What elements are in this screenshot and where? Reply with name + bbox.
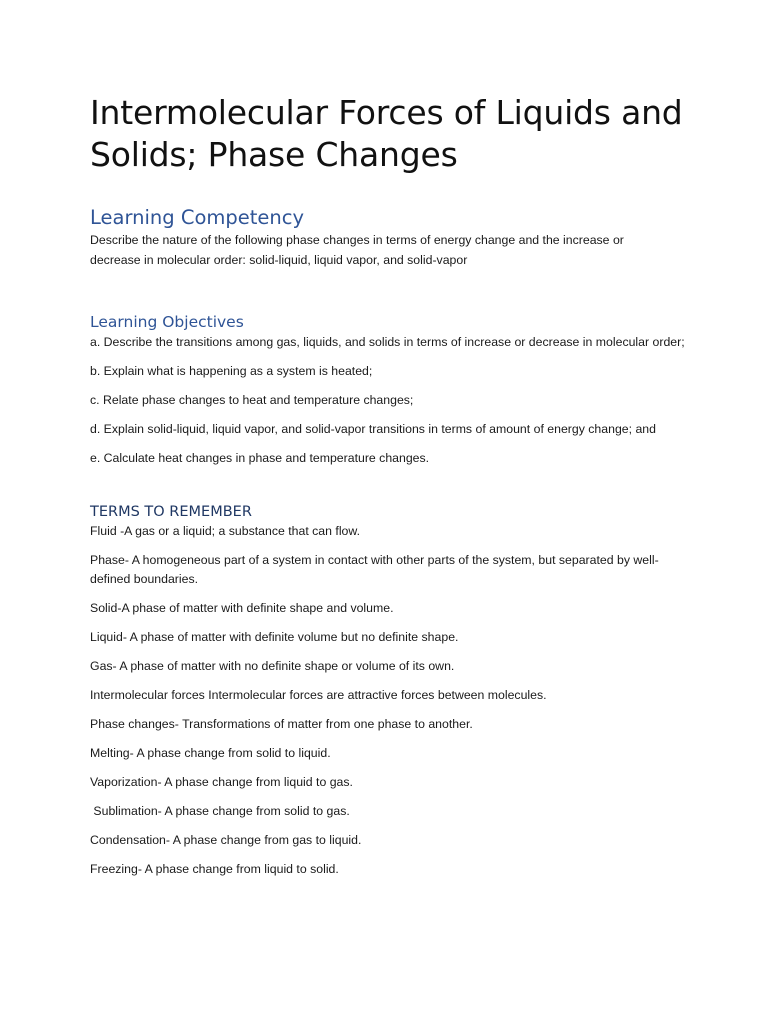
term-item: Liquid- A phase of matter with definite volume but no definite shape. bbox=[90, 630, 459, 644]
term-item: Phase changes- Transformations of matter from one phase to another. bbox=[90, 717, 473, 731]
objective-item: c. Relate phase changes to heat and temperature changes; bbox=[90, 393, 414, 407]
term-item: Gas- A phase of matter with no definite shape or volume of its own. bbox=[90, 659, 455, 673]
term-item: Phase- A homogeneous part of a system in contact with other parts of the system, but separated by well-defined boundaries. bbox=[90, 552, 659, 586]
objective-item: d. Explain solid-liquid, liquid vapor, and solid-vapor transitions in terms of amount of energy change; and bbox=[90, 422, 656, 436]
terms-list bbox=[90, 522, 690, 880]
learning-objectives-list bbox=[90, 333, 690, 469]
document-title: Intermolecular Forces of Liquids and Solids; Phase Changes bbox=[90, 93, 683, 174]
term-item: Sublimation- A phase change from solid to gas. bbox=[90, 804, 350, 818]
learning-competency-text: Describe the nature of the following phase changes in terms of energy change and the increase or decrease in molecular order: solid-liquid, liquid vapor, and solid-vapor bbox=[90, 233, 624, 267]
term-item: Solid-A phase of matter with definite shape and volume. bbox=[90, 601, 394, 615]
term-item: Fluid -A gas or a liquid; a substance that can flow. bbox=[90, 523, 361, 538]
terms-to-remember-heading: TERMS TO REMEMBER bbox=[90, 503, 252, 520]
term-item: Intermolecular forces Intermolecular forces are attractive forces between molecules. bbox=[90, 688, 547, 702]
term-item: Melting- A phase change from solid to liquid. bbox=[90, 746, 331, 760]
learning-competency-heading: Learning Competency bbox=[90, 206, 305, 229]
term-item: Condensation- A phase change from gas to liquid. bbox=[90, 833, 362, 847]
objective-item: a. Describe the transitions among gas, liquids, and solids in terms of increase or decrease in molecular order; bbox=[90, 335, 685, 349]
learning-objectives-heading: Learning Objectives bbox=[90, 313, 244, 331]
objective-item: e. Calculate heat changes in phase and temperature changes. bbox=[90, 451, 430, 465]
term-item: Vaporization- A phase change from liquid to gas. bbox=[90, 775, 353, 789]
objective-item: b. Explain what is happening as a system is heated; bbox=[90, 364, 373, 378]
term-item: Freezing- A phase change from liquid to solid. bbox=[90, 862, 339, 876]
document-page bbox=[90, 92, 690, 889]
